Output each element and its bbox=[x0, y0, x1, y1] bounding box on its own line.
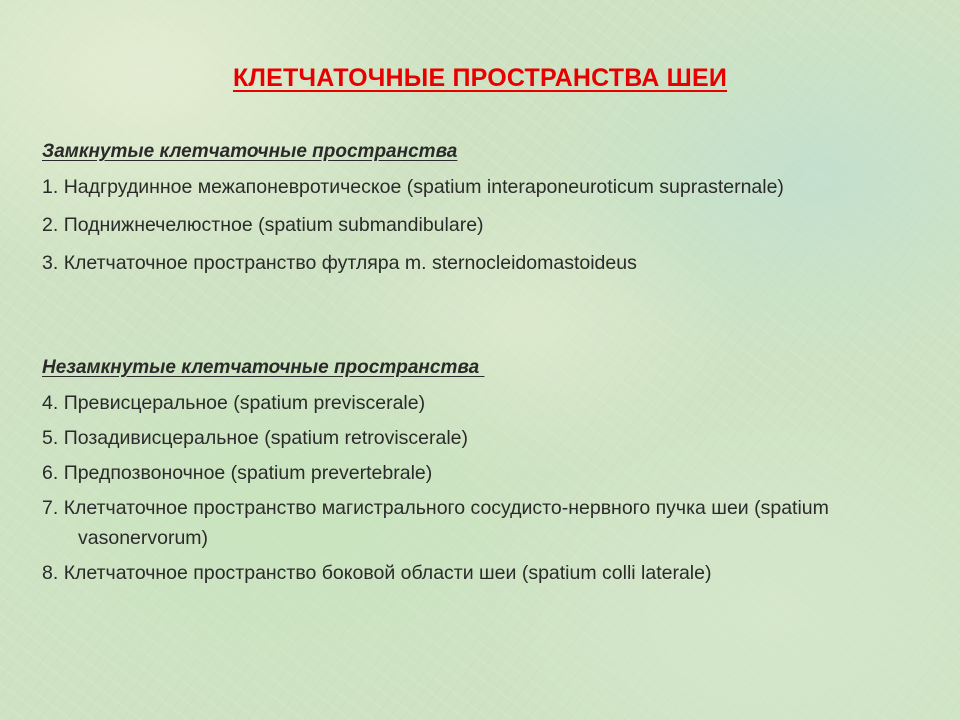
list-item bbox=[42, 210, 922, 240]
list-item bbox=[42, 172, 922, 202]
list-item bbox=[42, 458, 922, 488]
item-number: 1. bbox=[42, 176, 64, 198]
item-text: Клетчаточное пространство футляра m. sternocleidomastoideus bbox=[63, 252, 637, 274]
list-item bbox=[42, 388, 922, 418]
open-spaces-list bbox=[42, 388, 922, 588]
item-number: 7. bbox=[42, 497, 64, 519]
closed-spaces-list bbox=[42, 172, 922, 278]
list-item bbox=[42, 248, 922, 278]
item-text: Клетчаточное пространство магистрального сосудисто-нервного пучка шеи (spatium vasonervorum) bbox=[63, 497, 829, 549]
item-number: 6. bbox=[42, 462, 64, 484]
section-heading-open: Незамкнутые клетчаточные пространства bbox=[42, 357, 485, 378]
item-text: Позадивисцеральное (spatium retroviscerale) bbox=[63, 427, 469, 449]
item-text: Клетчаточное пространство боковой области шеи (spatium colli laterale) bbox=[63, 562, 712, 584]
item-number: 4. bbox=[42, 392, 64, 414]
item-number: 3. bbox=[42, 252, 64, 274]
list-item bbox=[42, 423, 922, 453]
item-text: Поднижнечелюстное (spatium submandibulare) bbox=[63, 214, 484, 236]
item-number: 2. bbox=[42, 214, 64, 236]
slide-title: КЛЕТЧАТОЧНЫЕ ПРОСТРАНСТВА ШЕИ bbox=[232, 64, 728, 92]
item-text: Превисцеральное (spatium previscerale) bbox=[63, 392, 426, 414]
list-item bbox=[42, 493, 922, 553]
section-closed-spaces bbox=[42, 140, 922, 286]
section-heading-closed: Замкнутые клетчаточные пространства bbox=[42, 141, 458, 162]
list-item bbox=[42, 558, 922, 588]
item-text: Предпозвоночное (spatium prevertebrale) bbox=[63, 462, 433, 484]
item-number: 5. bbox=[42, 427, 64, 449]
item-number: 8. bbox=[42, 562, 64, 584]
section-open-spaces bbox=[42, 356, 922, 593]
item-text: Надгрудинное межапоневротическое (spatium interaponeuroticum suprasternale) bbox=[63, 176, 784, 198]
